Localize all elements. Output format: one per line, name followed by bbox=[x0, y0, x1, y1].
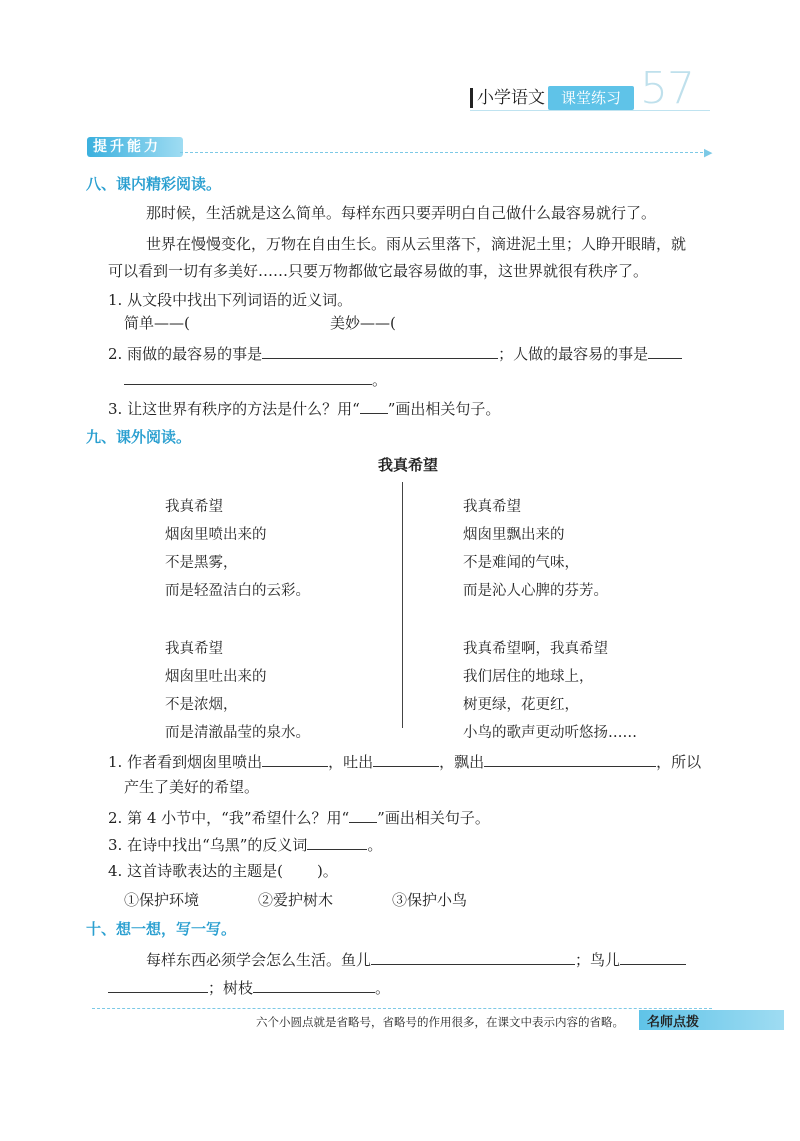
answer-blank[interactable] bbox=[307, 833, 367, 850]
poem-line: 而是清澈晶莹的泉水。 bbox=[165, 725, 310, 741]
section-9-title: 九、课外阅读。 bbox=[86, 428, 192, 446]
page-number: 57 bbox=[640, 63, 694, 114]
poem-line: 我真希望啊，我真希望 bbox=[463, 641, 608, 657]
section-10-title: 十、想一想，写一写。 bbox=[86, 920, 237, 938]
question-9-2: 2. 第 4 小节中，“我”希望什么？用“ ”画出相关句子。 bbox=[108, 806, 490, 828]
footer-dashed-line bbox=[92, 1008, 712, 1009]
option-2[interactable]: ②爱护树木 bbox=[258, 891, 334, 909]
answer-blank[interactable] bbox=[648, 342, 682, 359]
header-subject: 小学语文 bbox=[470, 88, 545, 108]
banner-dashed-line bbox=[180, 152, 708, 153]
poem-line: 不是浓烟， bbox=[165, 697, 238, 713]
answer-blank[interactable] bbox=[108, 976, 208, 993]
passage-paragraph-2a: 世界在慢慢变化，万物在自由生长。雨从云里落下，滴进泥土里；人睁开眼睛，就 bbox=[146, 235, 687, 253]
question-9-1: 1. 作者看到烟囱里喷出 ，吐出 ，飘出 ，所以 bbox=[108, 750, 701, 772]
poem-divider bbox=[402, 482, 403, 728]
question-10-line1: 每样东西必须学会怎么生活。鱼儿 ；鸟儿 bbox=[146, 948, 686, 970]
question-8-3: 3. 让这世界有秩序的方法是什么？用“ ”画出相关句子。 bbox=[108, 397, 500, 419]
poem-line: 我们居住的地球上， bbox=[463, 669, 594, 685]
question-9-3: 3. 在诗中找出“乌黑”的反义词 。 bbox=[108, 833, 382, 855]
answer-blank[interactable] bbox=[371, 948, 575, 965]
footer-tip: 六个小圆点就是省略号，省略号的作用很多，在课文中表示内容的省略。 bbox=[256, 1015, 624, 1029]
q8-1-item-a: 简单——( bbox=[124, 314, 190, 332]
answer-blank[interactable] bbox=[620, 948, 686, 965]
option-3[interactable]: ③保护小鸟 bbox=[392, 891, 468, 909]
header-badge: 课堂练习 bbox=[548, 86, 634, 110]
poem-line: 而是沁人心脾的芬芳。 bbox=[463, 583, 608, 599]
answer-blank[interactable] bbox=[124, 368, 372, 385]
option-1[interactable]: ①保护环境 bbox=[124, 891, 200, 909]
section-8-title: 八、课内精彩阅读。 bbox=[86, 175, 222, 193]
question-8-2-line2: 。 bbox=[124, 368, 387, 390]
arrow-right-icon: ▶ bbox=[704, 146, 713, 159]
footer-badge-label: 名师点拨 bbox=[647, 1015, 700, 1030]
poem-line: 而是轻盈洁白的云彩。 bbox=[165, 583, 310, 599]
question-10-line2: ；树枝 。 bbox=[108, 976, 390, 998]
answer-blank[interactable] bbox=[262, 342, 498, 359]
poem-line: 烟囱里吐出来的 bbox=[165, 669, 267, 685]
answer-blank[interactable] bbox=[373, 750, 439, 767]
footer-badge bbox=[639, 1010, 784, 1030]
poem-line: 小鸟的歌声更动听悠扬…… bbox=[463, 725, 637, 741]
passage-paragraph-2b: 可以看到一切有多美好……只要万物都做它最容易做的事，这世界就很有秩序了。 bbox=[108, 262, 649, 280]
poem-line: 我真希望 bbox=[463, 499, 521, 515]
answer-blank[interactable] bbox=[262, 750, 328, 767]
q8-1-item-b: 美妙——( bbox=[330, 314, 396, 332]
underline-sample bbox=[349, 806, 377, 823]
poem-line: 不是难闻的气味， bbox=[463, 555, 579, 571]
passage-paragraph-1: 那时候，生活就是这么简单。每样东西只要弄明白自己做什么最容易就行了。 bbox=[146, 204, 657, 222]
poem-line: 不是黑雾， bbox=[165, 555, 238, 571]
question-8-2: 2. 雨做的最容易的事是 ；人做的最容易的事是 bbox=[108, 342, 682, 364]
question-9-1-line2: 产生了美好的希望。 bbox=[124, 778, 260, 796]
section-banner: 提升能力 bbox=[87, 137, 183, 157]
question-9-4: 4. 这首诗歌表达的主题是( )。 bbox=[108, 862, 338, 880]
poem-line: 树更绿，花更红， bbox=[463, 697, 579, 713]
question-8-1: 1. 从文段中找出下列词语的近义词。 bbox=[108, 291, 353, 309]
underline-sample bbox=[360, 397, 388, 414]
poem-title: 我真希望 bbox=[378, 456, 439, 474]
poem-line: 我真希望 bbox=[165, 499, 223, 515]
poem-line: 烟囱里飘出来的 bbox=[463, 527, 565, 543]
answer-blank[interactable] bbox=[484, 750, 656, 767]
poem-line: 烟囱里喷出来的 bbox=[165, 527, 267, 543]
poem-line: 我真希望 bbox=[165, 641, 223, 657]
answer-blank[interactable] bbox=[253, 976, 375, 993]
